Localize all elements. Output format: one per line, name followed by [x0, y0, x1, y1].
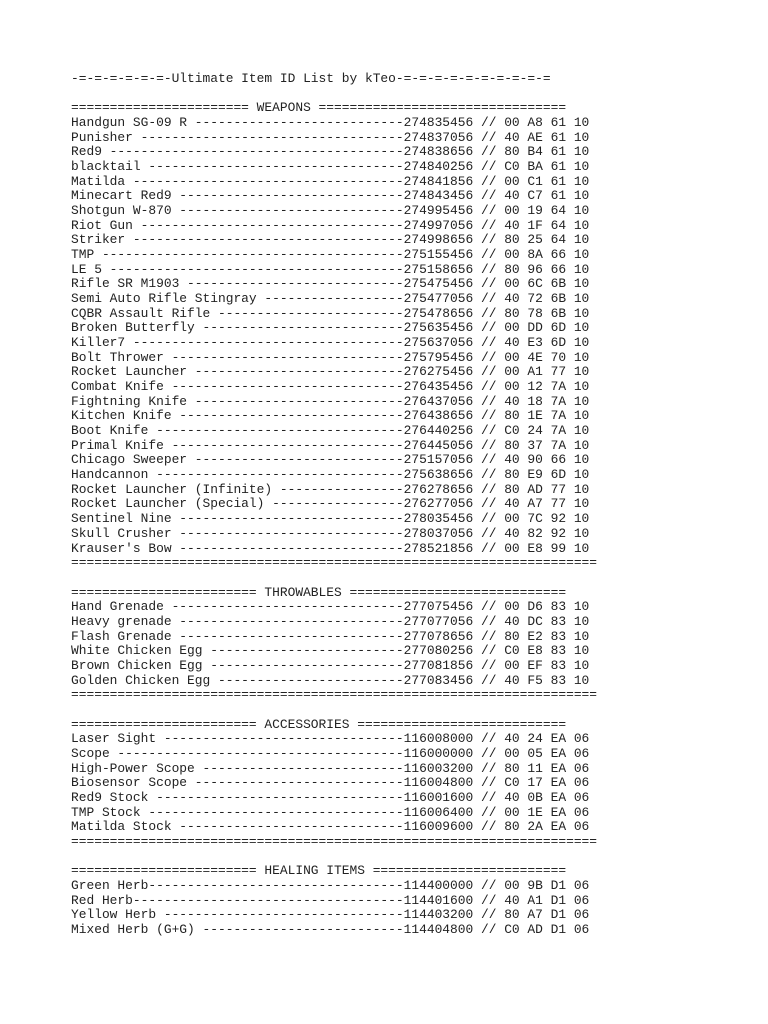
document-line: Krauser's Bow -----------------------------278521856 // 00 E8 99 10	[71, 540, 590, 556]
document-line: Matilda -----------------------------------274841856 // 00 C1 61 10	[71, 173, 590, 189]
document-line: ======================== THROWABLES ============================	[71, 584, 567, 600]
document-line: High-Power Scope --------------------------116003200 // 80 11 EA 06	[71, 760, 590, 776]
document-line: Brown Chicken Egg -------------------------277081856 // 00 EF 83 10	[71, 657, 590, 673]
document-line: ======================== ACCESSORIES ===========================	[71, 716, 567, 732]
document-line: Chicago Sweeper ---------------------------275157056 // 40 90 66 10	[71, 452, 590, 468]
document-line: Killer7 -----------------------------------275637056 // 40 E3 6D 10	[71, 335, 590, 351]
document-line: Punisher ----------------------------------274837056 // 40 AE 61 10	[71, 129, 590, 145]
document-line: Red Herb-----------------------------------114401600 // 40 A1 D1 06	[71, 892, 590, 908]
document-line: Yellow Herb -------------------------------114403200 // 80 A7 D1 06	[71, 907, 590, 923]
document-line: ====================================================================	[71, 687, 598, 703]
document-line: Rocket Launcher ---------------------------276275456 // 00 A1 77 10	[71, 364, 590, 380]
document-line: TMP Stock ---------------------------------116006400 // 00 1E EA 06	[71, 804, 590, 820]
document-line: ====================================================================	[71, 555, 598, 571]
document-line: Rocket Launcher (Special) -----------------276277056 // 40 A7 77 10	[71, 496, 590, 512]
document-line: Biosensor Scope ---------------------------116004800 // C0 17 EA 06	[71, 775, 590, 791]
document-line: Minecart Red9 -----------------------------274843456 // 40 C7 61 10	[71, 188, 590, 204]
document-line: Skull Crusher -----------------------------278037056 // 40 82 92 10	[71, 525, 590, 541]
document-line	[71, 703, 597, 718]
document-line: White Chicken Egg -------------------------277080256 // C0 E8 83 10	[71, 643, 590, 659]
document-line: Hand Grenade ------------------------------277075456 // 00 D6 83 10	[71, 599, 590, 615]
document-line: Semi Auto Rifle Stingray ------------------275477056 // 40 72 6B 10	[71, 291, 590, 307]
document-line: Flash Grenade -----------------------------277078656 // 80 E2 83 10	[71, 628, 590, 644]
item-id-document	[71, 72, 597, 938]
document-line: CQBR Assault Rifle ------------------------275478656 // 80 78 6B 10	[71, 305, 590, 321]
document-line: Green Herb---------------------------------114400000 // 00 9B D1 06	[71, 877, 590, 893]
document-line: Boot Knife --------------------------------276440256 // C0 24 7A 10	[71, 423, 590, 439]
document-line: Handcannon --------------------------------275638656 // 80 E9 6D 10	[71, 467, 590, 483]
document-line: Laser Sight -------------------------------116008000 // 40 24 EA 06	[71, 731, 590, 747]
document-line: Red9 Stock --------------------------------116001600 // 40 0B EA 06	[71, 789, 590, 805]
document-line: ====================================================================	[71, 833, 598, 849]
document-line: Fightning Knife ---------------------------276437056 // 40 18 7A 10	[71, 393, 590, 409]
document-line: Rifle SR M1903 ----------------------------275475456 // 00 6C 6B 10	[71, 276, 590, 292]
document-line	[71, 571, 597, 586]
document-line: Striker -----------------------------------274998656 // 80 25 64 10	[71, 232, 590, 248]
document-line: TMP ---------------------------------------275155456 // 00 8A 66 10	[71, 247, 590, 263]
document-line: Primal Knife ------------------------------276445056 // 80 37 7A 10	[71, 437, 590, 453]
document-line: Handgun SG-09 R ---------------------------274835456 // 00 A8 61 10	[71, 115, 590, 131]
document-line: Golden Chicken Egg ------------------------277083456 // 40 F5 83 10	[71, 672, 590, 688]
document-line: Scope -------------------------------------116000000 // 00 05 EA 06	[71, 745, 590, 761]
document-line: Matilda Stock -----------------------------116009600 // 80 2A EA 06	[71, 819, 590, 835]
document-line: Shotgun W-870 -----------------------------274995456 // 00 19 64 10	[71, 203, 590, 219]
document-line: Rocket Launcher (Infinite) ----------------276278656 // 80 AD 77 10	[71, 481, 590, 497]
document-line	[71, 87, 597, 102]
document-line: -=-=-=-=-=-=-Ultimate Item ID List by kTeo-=-=-=-=-=-=-=-=-=-=	[71, 71, 551, 86]
document-line: Kitchen Knife -----------------------------276438656 // 80 1E 7A 10	[71, 408, 590, 424]
document-line	[71, 850, 597, 865]
document-line: Riot Gun ----------------------------------274997056 // 40 1F 64 10	[71, 217, 590, 233]
document-line: Red9 --------------------------------------274838656 // 80 B4 61 10	[71, 144, 590, 160]
document-line: Bolt Thrower ------------------------------275795456 // 00 4E 70 10	[71, 349, 590, 365]
document-line: Mixed Herb (G+G) --------------------------114404800 // C0 AD D1 06	[71, 921, 590, 937]
document-line: Heavy grenade -----------------------------277077056 // 40 DC 83 10	[71, 613, 590, 629]
document-line: blacktail ---------------------------------274840256 // C0 BA 61 10	[71, 159, 590, 175]
document-line: Broken Butterfly --------------------------275635456 // 00 DD 6D 10	[71, 320, 590, 336]
document-line: ======================= WEAPONS ================================	[71, 100, 567, 116]
document-line: ======================== HEALING ITEMS =========================	[71, 863, 567, 879]
document-line: Combat Knife ------------------------------276435456 // 00 12 7A 10	[71, 379, 590, 395]
document-line: Sentinel Nine -----------------------------278035456 // 00 7C 92 10	[71, 511, 590, 527]
document-line: LE 5 --------------------------------------275158656 // 80 96 66 10	[71, 261, 590, 277]
